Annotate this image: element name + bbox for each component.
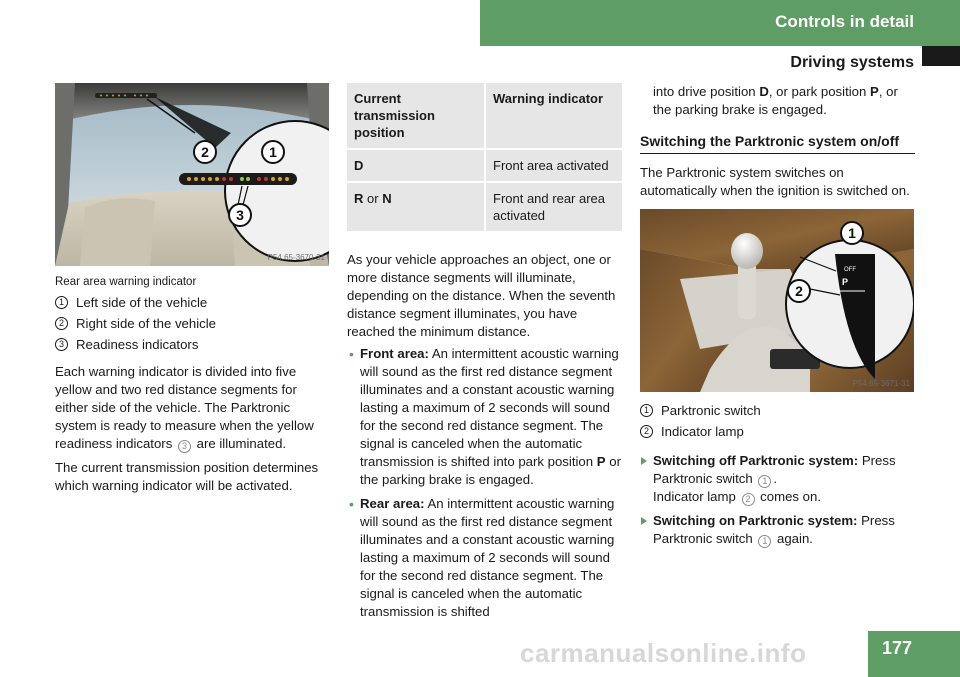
text-run: , or park position — [768, 84, 867, 99]
legend-text: Readiness indicators — [76, 336, 199, 352]
position-letter: P — [870, 84, 879, 99]
page-number-box — [868, 631, 960, 677]
text-run: Press Parktronic switch — [653, 453, 896, 486]
column-3 — [640, 83, 915, 548]
header-tab-marker — [922, 46, 960, 66]
svg-text:1: 1 — [848, 225, 856, 241]
svg-text:P: P — [841, 277, 849, 287]
table-cell-indicator: Front and rear area activated — [485, 182, 622, 231]
text-run: , or the parking brake is engaged. — [653, 84, 898, 117]
image-caption: Rear area warning indicator — [55, 276, 197, 288]
text-run: . — [773, 471, 778, 486]
image-legend — [55, 292, 330, 355]
position-letter: D — [759, 84, 769, 99]
callout-number: 1 — [640, 404, 653, 417]
parktronic-switch-image — [640, 209, 914, 392]
legend-text: Left side of the vehicle — [76, 294, 208, 310]
subsection-title: Driving systems — [790, 54, 914, 71]
table-cell-position — [347, 182, 485, 231]
table-row — [347, 149, 622, 182]
table-header: Warning indicator — [485, 83, 622, 149]
paragraph-continued — [640, 83, 915, 119]
svg-text:3: 3 — [236, 207, 244, 223]
svg-text:2: 2 — [795, 283, 803, 299]
rear-warning-indicator-image — [55, 83, 329, 266]
legend-item — [640, 400, 915, 421]
section-title: Controls in detail — [775, 12, 914, 31]
instruction-switch-on — [640, 512, 915, 548]
switch-off-label: OFF — [844, 267, 856, 273]
paragraph-auto-on: The Parktronic system switches on automatically when the ignition is switched on. — [640, 165, 910, 198]
bullet-label: Front area: — [360, 346, 429, 361]
section-heading: Switching the Parktronic system on/off — [640, 132, 915, 154]
text-run: An intermittent acoustic warning will sound as the first red distance segment illuminates and a constant acoustic warning lasting a maximum of 2 seconds will sound for the second red distance segment. The signal is canceled when the automatic transmission is shifted into park position — [360, 346, 619, 469]
bullet-label: Rear area: — [360, 496, 425, 511]
text-run: into drive position — [653, 84, 756, 99]
transmission-table — [347, 83, 622, 231]
car-interior-illustration — [55, 83, 329, 266]
watermark: carmanualsonline.info — [520, 638, 807, 668]
legend-item — [640, 421, 915, 442]
bullet-rear-area — [347, 495, 622, 621]
instruction-switch-off — [640, 452, 915, 506]
text-run: are illuminated. — [196, 436, 287, 451]
column-1 — [55, 83, 330, 495]
svg-text:1: 1 — [269, 144, 277, 160]
callout-number: 2 — [55, 317, 68, 330]
callout-number: 2 — [640, 425, 653, 438]
legend-text: Indicator lamp — [661, 423, 744, 439]
text-run: comes on. — [760, 489, 822, 504]
paragraph-segments — [55, 363, 330, 453]
callout-number-inline: 1 — [758, 475, 771, 488]
legend-text: Parktronic switch — [661, 402, 761, 418]
text-run: again. — [777, 531, 813, 546]
table-header: Current transmission position — [347, 83, 485, 149]
bullet-front-area — [347, 345, 622, 489]
svg-text:2: 2 — [201, 144, 209, 160]
instruction-label: Switching on Parktronic system: — [653, 513, 858, 528]
image-code: P54.65-3670-31 — [267, 253, 325, 262]
callout-number: 1 — [55, 296, 68, 309]
table-cell-indicator: Front area activated — [485, 149, 622, 182]
image-legend — [640, 400, 915, 442]
legend-item — [55, 292, 330, 313]
legend-text: Right side of the vehicle — [76, 315, 217, 331]
position-letter: D — [354, 158, 364, 173]
text-run: Indicator lamp — [653, 489, 736, 504]
callout-number-inline: 1 — [758, 535, 771, 548]
callout-number: 3 — [55, 338, 68, 351]
position-letter: P — [596, 454, 606, 469]
center-console-illustration — [640, 209, 914, 392]
position-letter: R — [354, 191, 364, 206]
text-run: Each warning indicator is divided into five yellow and two red distance segments for either side of the vehicle. The Parktronic system is ready to measure when the yellow readiness indicators — [55, 364, 314, 451]
table-row — [347, 182, 622, 231]
text-run: Press Parktronic switch — [653, 513, 895, 546]
legend-item — [55, 334, 330, 355]
callout-number-inline: 3 — [178, 440, 191, 453]
paragraph-transmission: The current transmission position determines which warning indicator will be activated. — [55, 460, 319, 493]
position-letter: N — [382, 191, 392, 206]
page-number: 177 — [882, 638, 913, 658]
column-2 — [347, 83, 622, 621]
legend-item — [55, 313, 330, 334]
instruction-label: Switching off Parktronic system: — [653, 453, 859, 468]
text-run: An intermittent acoustic warning will sound as the first red distance segment illuminates and a constant acoustic warning lasting a maximum of 2 seconds will sound for the second red distance segment. The signal is canceled when the automatic transmission is shifted — [360, 496, 615, 619]
image-code: P54.65-3671-31 — [852, 379, 910, 388]
callout-number-inline: 2 — [742, 493, 755, 506]
table-header-row — [347, 83, 622, 149]
paragraph-approach: As your vehicle approaches an object, one or more distance segments will illuminate, depending on the distance. When the seventh distance segment illuminates, you have reached the minimum distance. — [347, 252, 616, 339]
table-cell-position — [347, 149, 485, 182]
text-run: or — [363, 191, 383, 206]
text-run: or the parking brake is engaged. — [360, 454, 621, 487]
header-band — [480, 0, 960, 46]
